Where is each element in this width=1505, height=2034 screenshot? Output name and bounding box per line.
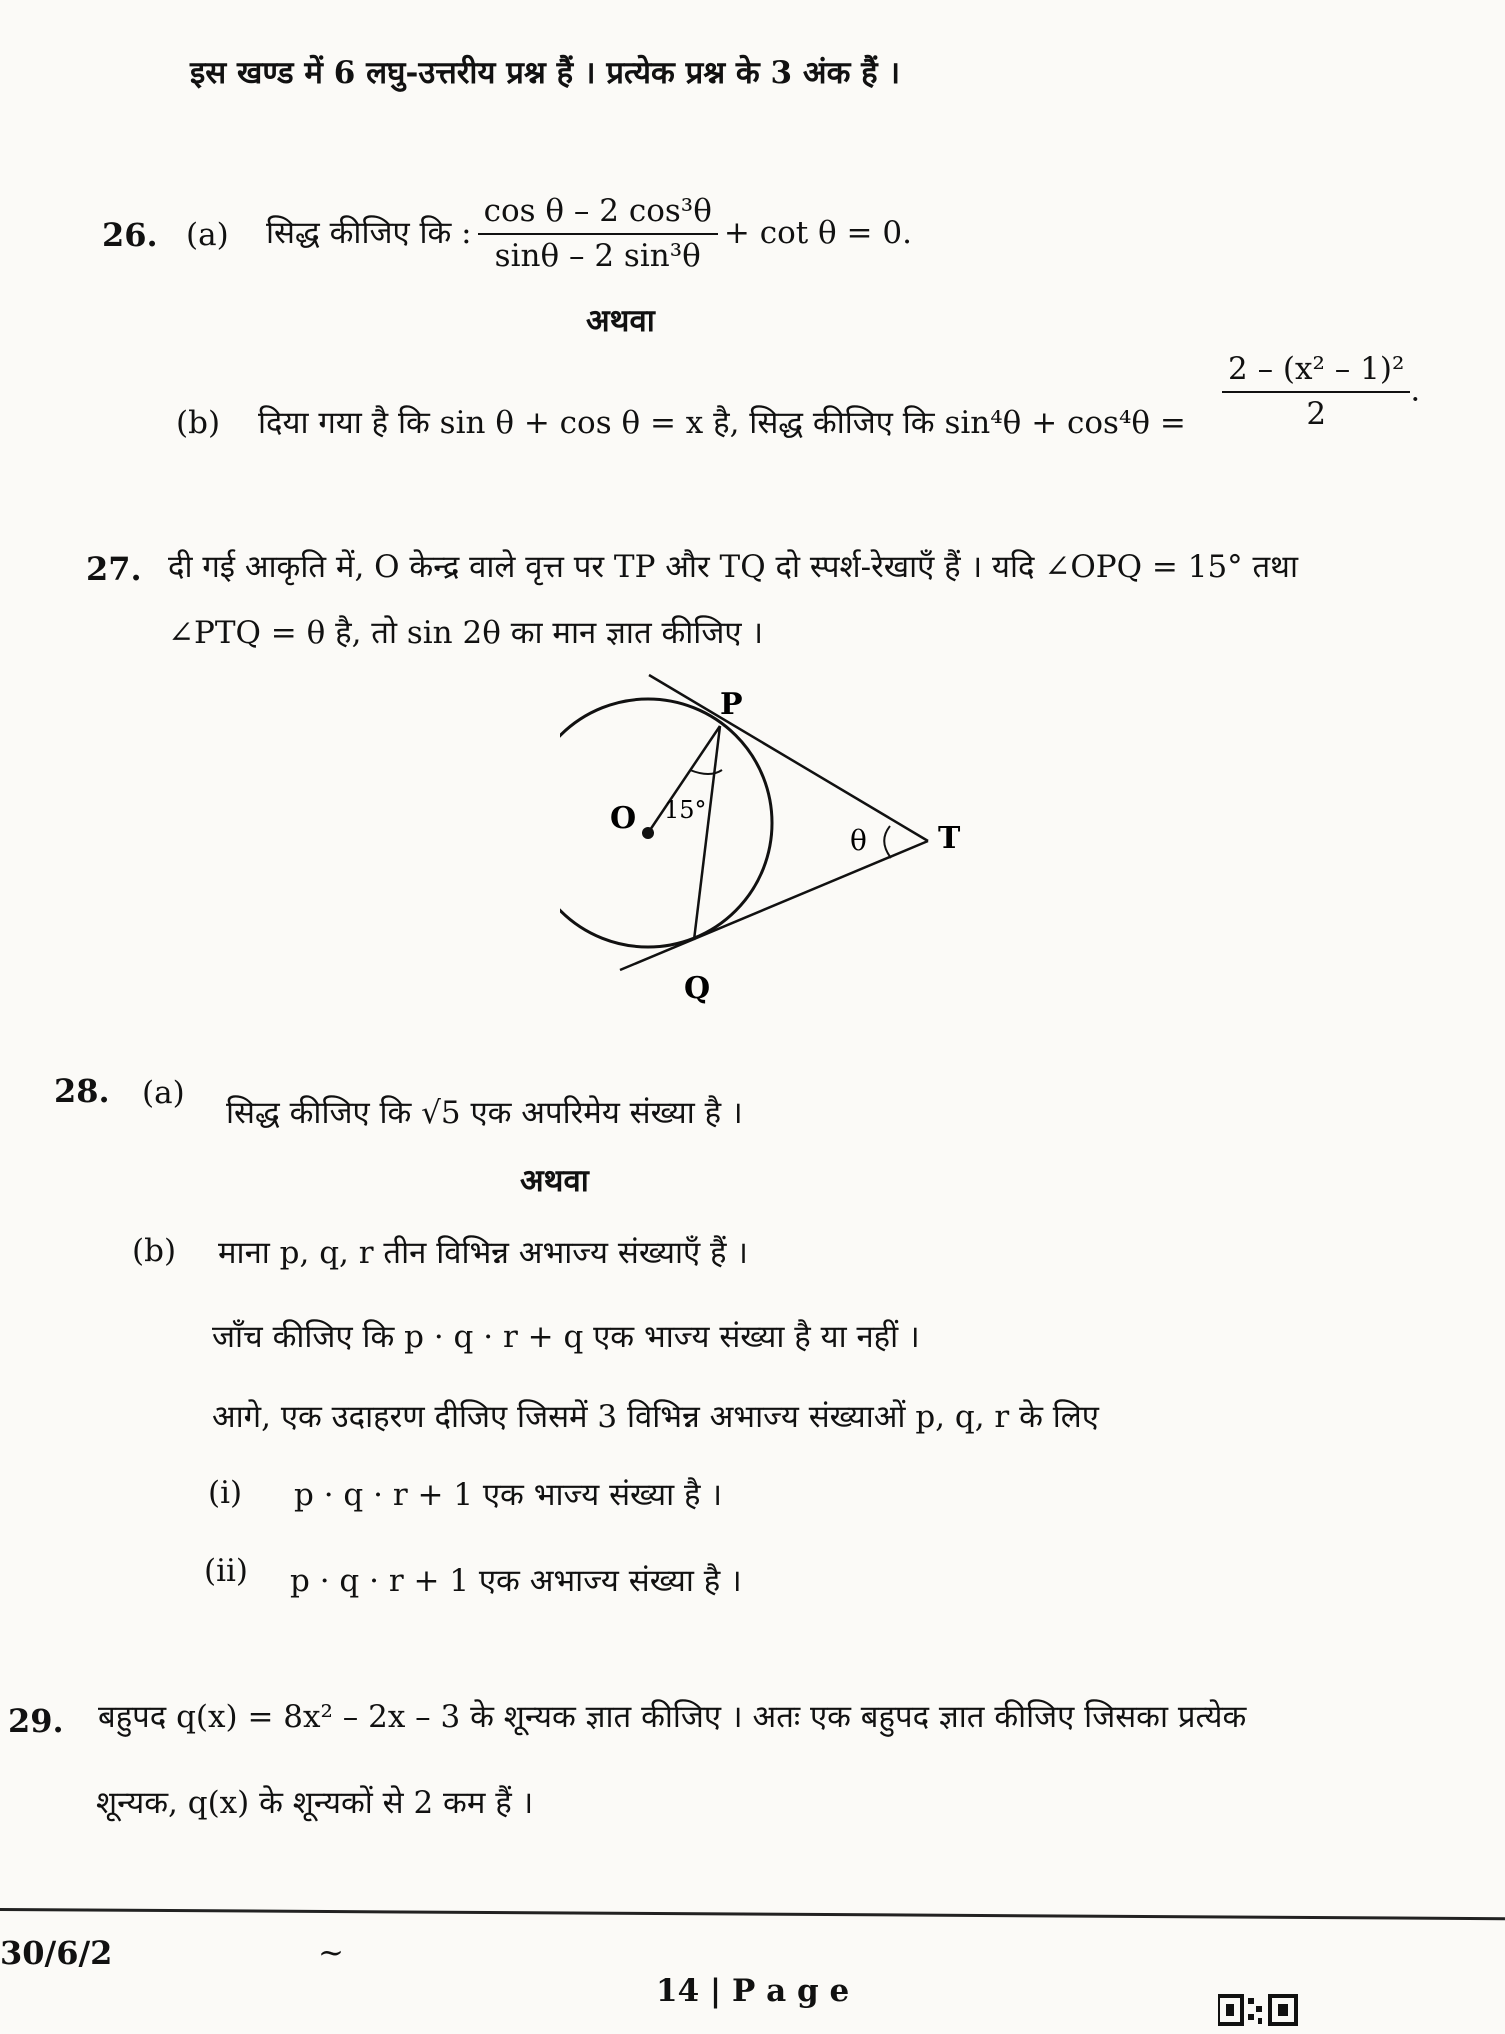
q26-b-end: . [1410, 372, 1421, 409]
q28-or: अथवा [520, 1163, 589, 1199]
q28-b-label: (b) [132, 1233, 177, 1269]
question-number-28: 28. [54, 1072, 110, 1110]
q28-b-line2: जाँच कीजिए कि p · q · r + q एक भाज्य संख्या है या नहीं । [212, 1319, 920, 1355]
label-q: Q [684, 971, 711, 1006]
q26-b-frac [1222, 350, 1410, 434]
q26-a-label: (a) [186, 217, 229, 253]
q26-b-denominator: 2 [1306, 395, 1327, 432]
label-t: T [938, 821, 961, 856]
q26-b-text: दिया गया है कि sin θ + cos θ = x है, सिद्ध कीजिए कि sin⁴θ + cos⁴θ = [258, 405, 1186, 441]
angle-arc-t [884, 826, 891, 858]
question-number-26: 26. [102, 216, 158, 254]
q26-a-suffix: + cot θ = 0. [723, 215, 912, 252]
paper-code: 30/6/2 [0, 1934, 113, 1972]
q26-a-statement [266, 192, 912, 276]
section-instruction: इस खण्ड में 6 लघु-उत्तरीय प्रश्न हैं । प्रत्येक प्रश्न के 3 अंक हैं । [190, 55, 901, 91]
footer-tilde: ~ [318, 1935, 344, 1971]
q28-ii-label: (ii) [204, 1553, 249, 1589]
q27-line1: दी गई आकृति में, O केन्द्र वाले वृत्त पर TP और TQ दो स्पर्श-रेखाएँ हैं । यदि ∠OPQ = 15° तथा [168, 549, 1299, 585]
q26-a-prefix: सिद्ध कीजिए कि : [266, 215, 472, 252]
q26-b-fraction [1222, 350, 1420, 434]
tangent-tq [620, 841, 928, 970]
q28-b-line3: आगे, एक उदाहरण दीजिए जिसमें 3 विभिन्न अभाज्य संख्याओं p, q, r के लिए [212, 1399, 1099, 1435]
center-point [642, 827, 654, 839]
angle-arc-p [690, 770, 722, 774]
label-15-degree: 15° [664, 796, 707, 824]
q26-b-label: (b) [176, 405, 221, 441]
q28-a-text: सिद्ध कीजिए कि √5 एक अपरिमेय संख्या है । [226, 1095, 743, 1131]
q28-a-label: (a) [142, 1075, 185, 1111]
q27-line2: ∠PTQ = θ है, तो sin 2θ का मान ज्ञात कीजिए । [168, 615, 764, 651]
question-number-29: 29. [8, 1702, 64, 1740]
page-number: 14 | P a g e [656, 1973, 850, 2009]
tangent-circle-figure [560, 670, 1000, 1010]
q28-b-line1: माना p, q, r तीन विभिन्न अभाज्य संख्याएँ हैं । [218, 1235, 749, 1271]
q26-a-numerator: cos θ – 2 cos³θ [478, 192, 718, 235]
q26-a-denominator: sinθ – 2 sin³θ [494, 237, 701, 274]
q26-or: अथवा [586, 303, 655, 339]
q29-line1: बहुपद q(x) = 8x² – 2x – 3 के शून्यक ज्ञात कीजिए । अतः एक बहुपद ज्ञात कीजिए जिसका प्रत्येक [98, 1699, 1247, 1735]
label-o: O [610, 801, 637, 836]
footer-rule [0, 1908, 1505, 1920]
q29-line2: शून्यक, q(x) के शून्यकों से 2 कम हैं । [96, 1785, 534, 1821]
question-number-27: 27. [86, 550, 142, 588]
q26-a-fraction [478, 192, 718, 276]
q26-b-numerator: 2 – (x² – 1)² [1222, 350, 1410, 393]
label-p: P [720, 687, 743, 722]
q28-i-text: p · q · r + 1 एक भाज्य संख्या है । [294, 1477, 723, 1513]
q28-ii-text: p · q · r + 1 एक अभाज्य संख्या है । [290, 1563, 742, 1599]
label-theta: θ [850, 824, 867, 857]
qr-code-icon [1218, 1994, 1302, 2026]
q28-i-label: (i) [208, 1475, 243, 1511]
